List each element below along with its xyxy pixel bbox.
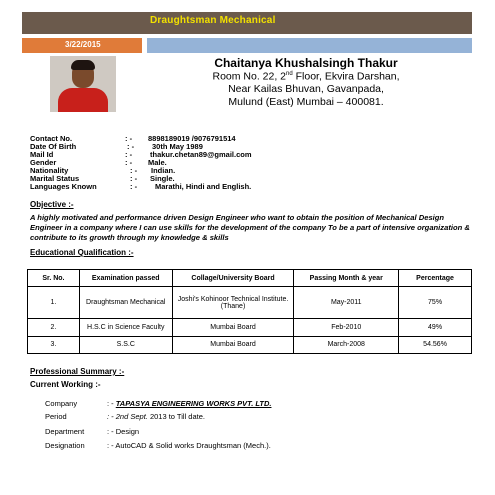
table-cell: Feb-2010 — [294, 319, 399, 336]
resume-date: 3/22/2015 — [65, 40, 101, 49]
detail-label: Marital Status — [30, 174, 80, 183]
detail-value: Male. — [148, 158, 167, 167]
objective-heading: Objective :- — [30, 200, 74, 209]
table-cell: Joshi's Kohinoor Technical Institute.(Thane) — [172, 287, 294, 319]
address-line-1-start: Room No. 22, 2 — [212, 70, 287, 83]
designation-value: : - AutoCAD & Solid works Draughtsman (Mech.). — [107, 441, 271, 450]
table-cell: Draughtsman Mechanical — [79, 287, 172, 319]
detail-value: 30th May 1989 — [152, 142, 203, 151]
detail-label: Languages Known — [30, 182, 97, 191]
table-header-row — [28, 270, 472, 287]
detail-label: Gender — [30, 158, 57, 167]
address-line-1 — [176, 68, 436, 83]
designation-label: Designation — [45, 441, 85, 450]
table-cell: 2. — [28, 319, 80, 336]
table-row — [28, 319, 472, 336]
table-cell: 49% — [399, 319, 472, 336]
address-line-1-sup: nd — [286, 71, 293, 77]
company-label: Company — [45, 399, 78, 408]
column-header: Sr. No. — [28, 270, 80, 287]
column-header: Collage/University Board — [172, 270, 294, 287]
period-end: 2013 to Till date. — [147, 412, 205, 421]
table-cell: Mumbai Board — [172, 319, 294, 336]
detail-sep: : - — [130, 174, 138, 183]
table-cell: 75% — [399, 287, 472, 319]
detail-sep: : - — [130, 182, 138, 191]
detail-label: Date Of Birth — [30, 142, 77, 151]
profile-photo — [50, 56, 116, 112]
detail-value: Single. — [150, 174, 175, 183]
table-cell: Mumbai Board — [172, 336, 294, 353]
detail-label: Nationality — [30, 166, 69, 175]
detail-sep: : - — [125, 134, 133, 143]
period-label: Period — [45, 412, 67, 421]
education-table — [27, 269, 472, 354]
table-cell: H.S.C in Science Faculty — [79, 319, 172, 336]
photo-hair — [71, 60, 95, 70]
current-working-label: Current Working :- — [30, 380, 101, 389]
address-line-3: Mulund (East) Mumbai – 400081. — [228, 95, 384, 108]
table-cell: 1. — [28, 287, 80, 319]
detail-value: 8898189019 /9076791514 — [148, 134, 236, 143]
column-header: Examination passed — [79, 270, 172, 287]
company-sep: : - — [107, 399, 114, 408]
detail-value: Indian. — [151, 166, 176, 175]
photo-shirt — [58, 88, 108, 112]
department-label: Department — [45, 427, 85, 436]
table-cell: S.S.C — [79, 336, 172, 353]
table-row — [28, 287, 472, 319]
company-value — [107, 399, 271, 408]
address-line-2: Near Kailas Bhuvan, Gavanpada, — [228, 83, 384, 95]
company-name: TAPASYA ENGINEERING WORKS PVT. LTD. — [115, 399, 272, 408]
date-banner — [22, 38, 142, 53]
address-block — [176, 68, 436, 108]
detail-value: thakur.chetan89@gmail.com — [150, 150, 252, 159]
detail-sep: : - — [130, 166, 138, 175]
detail-sep: : - — [127, 142, 135, 151]
detail-sep: : - — [125, 150, 133, 159]
table-cell: 54.56% — [399, 336, 472, 353]
column-header: Passing Month & year — [294, 270, 399, 287]
period-value — [107, 412, 205, 421]
education-heading: Educational Qualification :- — [30, 248, 134, 257]
column-header: Percentage — [399, 270, 472, 287]
resume-title: Draughtsman Mechanical — [150, 15, 276, 26]
table-cell: 3. — [28, 336, 80, 353]
candidate-name: Chaitanya Khushalsingh Thakur — [214, 56, 398, 70]
detail-sep: : - — [125, 158, 133, 167]
detail-label: Contact No. — [30, 134, 73, 143]
address-line-1-end: Floor, Ekvira Darshan, — [292, 70, 400, 83]
department-value: : - Design — [107, 427, 140, 436]
accent-bar — [147, 38, 472, 53]
detail-value: Marathi, Hindi and English. — [155, 182, 252, 191]
title-banner — [22, 12, 472, 34]
table-cell: May-2011 — [294, 287, 399, 319]
table-row — [28, 336, 472, 353]
period-start: : - 2nd Sept. — [107, 412, 148, 421]
professional-heading: Professional Summary :- — [30, 367, 125, 376]
objective-text: A highly motivated and performance driven Design Engineer who want to obtain the position of Mechanical Design Engineer in a company where I can use skills for the development of the company To be a part of intensive organization & contribute to its growth through my knowledge & skills — [30, 213, 470, 242]
table-cell: March-2008 — [294, 336, 399, 353]
detail-label: Mail Id — [30, 150, 54, 159]
